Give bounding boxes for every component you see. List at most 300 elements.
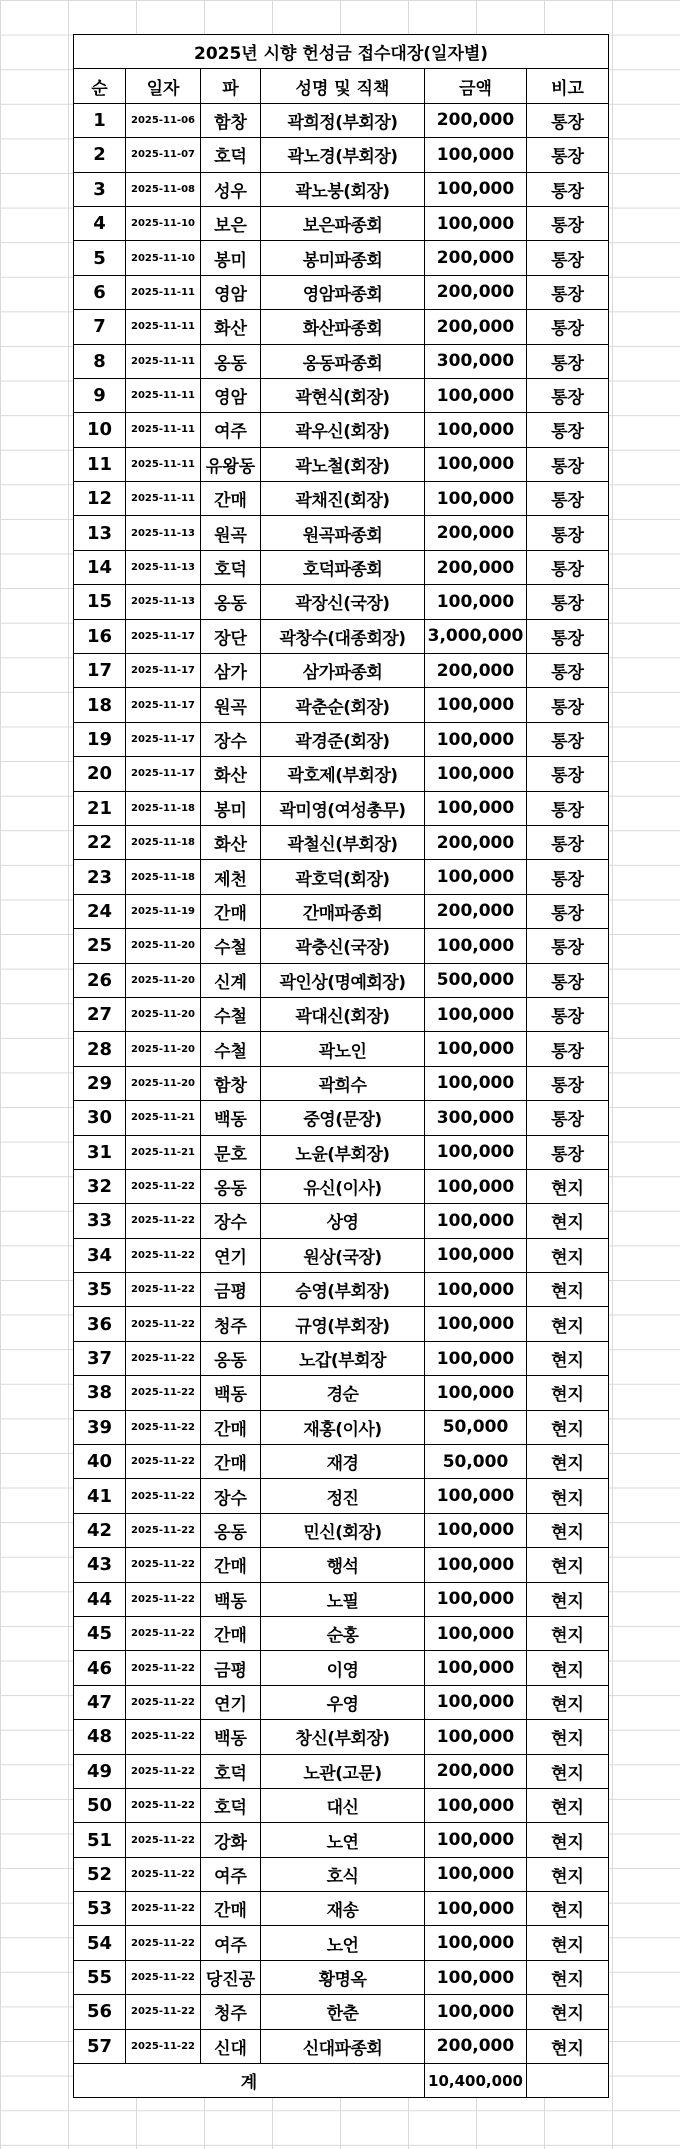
row-note: 통장 bbox=[527, 894, 609, 928]
row-note: 통장 bbox=[527, 275, 609, 309]
table-row bbox=[74, 206, 609, 240]
row-amount: 100,000 bbox=[425, 688, 527, 722]
table-row bbox=[74, 1513, 609, 1547]
table-row bbox=[74, 1995, 609, 2029]
row-name: 봉미파종회 bbox=[261, 241, 425, 275]
row-name: 유신(이사) bbox=[261, 1169, 425, 1203]
row-note: 현지 bbox=[527, 1582, 609, 1616]
row-note: 현지 bbox=[527, 1720, 609, 1754]
table-row bbox=[74, 1169, 609, 1203]
table-row bbox=[74, 757, 609, 791]
row-name: 곽장신(국장) bbox=[261, 585, 425, 619]
row-clan: 수철 bbox=[201, 1032, 261, 1066]
row-date: 2025-11-22 bbox=[126, 1238, 201, 1272]
row-date: 2025-11-11 bbox=[126, 447, 201, 481]
row-clan: 백동 bbox=[201, 1101, 261, 1135]
table-row bbox=[74, 1548, 609, 1582]
row-number: 37 bbox=[74, 1341, 126, 1375]
row-date: 2025-11-22 bbox=[126, 1651, 201, 1685]
row-note: 통장 bbox=[527, 138, 609, 172]
row-date: 2025-11-20 bbox=[126, 1032, 201, 1066]
table-row bbox=[74, 516, 609, 550]
row-name: 창신(부회장) bbox=[261, 1720, 425, 1754]
row-note: 통장 bbox=[527, 482, 609, 516]
table-row bbox=[74, 310, 609, 344]
table-row bbox=[74, 1685, 609, 1719]
table-row bbox=[74, 241, 609, 275]
row-date: 2025-11-10 bbox=[126, 206, 201, 240]
row-clan: 신대 bbox=[201, 2029, 261, 2063]
row-amount: 100,000 bbox=[425, 1032, 527, 1066]
row-amount: 200,000 bbox=[425, 275, 527, 309]
row-name: 간매파종회 bbox=[261, 894, 425, 928]
row-amount: 100,000 bbox=[425, 1685, 527, 1719]
row-number: 8 bbox=[74, 344, 126, 378]
row-note: 통장 bbox=[527, 172, 609, 206]
row-name: 호덕파종회 bbox=[261, 550, 425, 584]
row-clan: 백동 bbox=[201, 1376, 261, 1410]
row-name: 이영 bbox=[261, 1651, 425, 1685]
row-date: 2025-11-11 bbox=[126, 482, 201, 516]
row-clan: 연기 bbox=[201, 1685, 261, 1719]
row-clan: 문호 bbox=[201, 1135, 261, 1169]
row-name: 재경 bbox=[261, 1445, 425, 1479]
row-number: 31 bbox=[74, 1135, 126, 1169]
row-name: 곽희정(부회장) bbox=[261, 103, 425, 137]
row-amount: 100,000 bbox=[425, 378, 527, 412]
row-clan: 신계 bbox=[201, 963, 261, 997]
row-date: 2025-11-18 bbox=[126, 860, 201, 894]
row-number: 52 bbox=[74, 1857, 126, 1891]
row-name: 정진 bbox=[261, 1479, 425, 1513]
row-number: 13 bbox=[74, 516, 126, 550]
row-clan: 간매 bbox=[201, 1410, 261, 1444]
table-row bbox=[74, 688, 609, 722]
row-amount: 500,000 bbox=[425, 963, 527, 997]
row-name: 민신(회장) bbox=[261, 1513, 425, 1547]
row-number: 47 bbox=[74, 1685, 126, 1719]
row-note: 현지 bbox=[527, 1651, 609, 1685]
row-clan: 금평 bbox=[201, 1651, 261, 1685]
row-note: 통장 bbox=[527, 688, 609, 722]
row-name: 호식 bbox=[261, 1857, 425, 1891]
row-number: 48 bbox=[74, 1720, 126, 1754]
row-note: 현지 bbox=[527, 1479, 609, 1513]
row-date: 2025-11-17 bbox=[126, 654, 201, 688]
row-number: 15 bbox=[74, 585, 126, 619]
table-row bbox=[74, 1307, 609, 1341]
row-amount: 100,000 bbox=[425, 1204, 527, 1238]
row-note: 통장 bbox=[527, 722, 609, 756]
row-date: 2025-11-13 bbox=[126, 585, 201, 619]
row-date: 2025-11-22 bbox=[126, 1513, 201, 1547]
row-date: 2025-11-20 bbox=[126, 997, 201, 1031]
table-row bbox=[74, 1479, 609, 1513]
header-no: 순 bbox=[74, 69, 126, 103]
row-date: 2025-11-22 bbox=[126, 1960, 201, 1994]
row-clan: 장수 bbox=[201, 1204, 261, 1238]
row-name: 보은파종회 bbox=[261, 206, 425, 240]
table-row bbox=[74, 1410, 609, 1444]
row-clan: 장수 bbox=[201, 1479, 261, 1513]
row-name: 대신 bbox=[261, 1788, 425, 1822]
row-amount: 100,000 bbox=[425, 1651, 527, 1685]
row-clan: 간매 bbox=[201, 1892, 261, 1926]
row-number: 32 bbox=[74, 1169, 126, 1203]
row-clan: 간매 bbox=[201, 1616, 261, 1650]
row-clan: 백동 bbox=[201, 1720, 261, 1754]
row-note: 통장 bbox=[527, 1101, 609, 1135]
row-amount: 200,000 bbox=[425, 825, 527, 859]
row-amount: 100,000 bbox=[425, 1479, 527, 1513]
table-row bbox=[74, 1582, 609, 1616]
row-note: 현지 bbox=[527, 1169, 609, 1203]
row-amount: 200,000 bbox=[425, 103, 527, 137]
row-name: 곽충신(국장) bbox=[261, 929, 425, 963]
row-amount: 100,000 bbox=[425, 1582, 527, 1616]
row-amount: 100,000 bbox=[425, 1823, 527, 1857]
row-clan: 영암 bbox=[201, 275, 261, 309]
row-number: 33 bbox=[74, 1204, 126, 1238]
row-clan: 원곡 bbox=[201, 688, 261, 722]
table-row bbox=[74, 860, 609, 894]
row-amount: 100,000 bbox=[425, 1341, 527, 1375]
row-amount: 100,000 bbox=[425, 722, 527, 756]
row-amount: 100,000 bbox=[425, 860, 527, 894]
row-number: 51 bbox=[74, 1823, 126, 1857]
row-date: 2025-11-22 bbox=[126, 1582, 201, 1616]
row-amount: 200,000 bbox=[425, 516, 527, 550]
row-note: 현지 bbox=[527, 1204, 609, 1238]
title-row bbox=[74, 35, 609, 69]
row-name: 곽대신(회장) bbox=[261, 997, 425, 1031]
row-clan: 유왕동 bbox=[201, 447, 261, 481]
row-number: 40 bbox=[74, 1445, 126, 1479]
row-clan: 청주 bbox=[201, 1307, 261, 1341]
row-name: 곽우신(회장) bbox=[261, 413, 425, 447]
row-number: 4 bbox=[74, 206, 126, 240]
row-name: 삼가파종회 bbox=[261, 654, 425, 688]
row-note: 통장 bbox=[527, 344, 609, 378]
row-name: 곽현식(회장) bbox=[261, 378, 425, 412]
row-note: 통장 bbox=[527, 619, 609, 653]
row-number: 28 bbox=[74, 1032, 126, 1066]
row-clan: 청주 bbox=[201, 1995, 261, 2029]
row-clan: 여주 bbox=[201, 413, 261, 447]
row-note: 현지 bbox=[527, 1995, 609, 2029]
row-date: 2025-11-22 bbox=[126, 1341, 201, 1375]
row-note: 통장 bbox=[527, 378, 609, 412]
table-row bbox=[74, 1857, 609, 1891]
header-clan: 파 bbox=[201, 69, 261, 103]
row-note: 통장 bbox=[527, 585, 609, 619]
table-row bbox=[74, 722, 609, 756]
row-number: 6 bbox=[74, 275, 126, 309]
row-amount: 100,000 bbox=[425, 1273, 527, 1307]
row-date: 2025-11-11 bbox=[126, 378, 201, 412]
row-number: 9 bbox=[74, 378, 126, 412]
row-clan: 옹동 bbox=[201, 585, 261, 619]
row-note: 현지 bbox=[527, 2029, 609, 2063]
row-number: 23 bbox=[74, 860, 126, 894]
row-number: 38 bbox=[74, 1376, 126, 1410]
row-date: 2025-11-22 bbox=[126, 1410, 201, 1444]
row-date: 2025-11-22 bbox=[126, 1892, 201, 1926]
row-number: 1 bbox=[74, 103, 126, 137]
row-name: 곽희수 bbox=[261, 1066, 425, 1100]
row-name: 노연 bbox=[261, 1823, 425, 1857]
row-date: 2025-11-22 bbox=[126, 1857, 201, 1891]
row-clan: 원곡 bbox=[201, 516, 261, 550]
table-row bbox=[74, 1926, 609, 1960]
row-date: 2025-11-21 bbox=[126, 1101, 201, 1135]
table-row bbox=[74, 825, 609, 859]
row-clan: 화산 bbox=[201, 757, 261, 791]
row-clan: 여주 bbox=[201, 1926, 261, 1960]
row-name: 노윤(부회장) bbox=[261, 1135, 425, 1169]
table-row bbox=[74, 1066, 609, 1100]
row-number: 20 bbox=[74, 757, 126, 791]
row-amount: 100,000 bbox=[425, 206, 527, 240]
row-note: 통장 bbox=[527, 516, 609, 550]
row-number: 57 bbox=[74, 2029, 126, 2063]
table-row bbox=[74, 619, 609, 653]
row-clan: 호덕 bbox=[201, 550, 261, 584]
table-row bbox=[74, 1892, 609, 1926]
table-row bbox=[74, 654, 609, 688]
row-clan: 옹동 bbox=[201, 1341, 261, 1375]
row-note: 현지 bbox=[527, 1376, 609, 1410]
row-date: 2025-11-18 bbox=[126, 791, 201, 825]
row-note: 통장 bbox=[527, 654, 609, 688]
table-row bbox=[74, 1341, 609, 1375]
row-date: 2025-11-22 bbox=[126, 1376, 201, 1410]
table-row bbox=[74, 172, 609, 206]
row-amount: 200,000 bbox=[425, 2029, 527, 2063]
total-row bbox=[74, 2064, 609, 2098]
row-clan: 삼가 bbox=[201, 654, 261, 688]
row-amount: 100,000 bbox=[425, 413, 527, 447]
row-date: 2025-11-22 bbox=[126, 1445, 201, 1479]
row-note: 통장 bbox=[527, 791, 609, 825]
row-name: 노언 bbox=[261, 1926, 425, 1960]
row-name: 곽노경(부회장) bbox=[261, 138, 425, 172]
row-date: 2025-11-13 bbox=[126, 516, 201, 550]
row-amount: 100,000 bbox=[425, 172, 527, 206]
row-note: 통장 bbox=[527, 1066, 609, 1100]
row-name: 재홍(이사) bbox=[261, 1410, 425, 1444]
row-clan: 옹동 bbox=[201, 344, 261, 378]
row-amount: 100,000 bbox=[425, 791, 527, 825]
row-date: 2025-11-11 bbox=[126, 275, 201, 309]
table-row bbox=[74, 550, 609, 584]
row-name: 순홍 bbox=[261, 1616, 425, 1650]
row-note: 통장 bbox=[527, 825, 609, 859]
row-name: 곽노붕(회장) bbox=[261, 172, 425, 206]
row-number: 12 bbox=[74, 482, 126, 516]
row-name: 곽채진(회장) bbox=[261, 482, 425, 516]
row-clan: 간매 bbox=[201, 482, 261, 516]
header-amount: 금액 bbox=[425, 69, 527, 103]
row-amount: 100,000 bbox=[425, 138, 527, 172]
row-amount: 100,000 bbox=[425, 1169, 527, 1203]
row-name: 경순 bbox=[261, 1376, 425, 1410]
row-name: 곽창수(대종회장) bbox=[261, 619, 425, 653]
row-name: 중영(문장) bbox=[261, 1101, 425, 1135]
row-date: 2025-11-22 bbox=[126, 1926, 201, 1960]
row-clan: 장단 bbox=[201, 619, 261, 653]
header-note: 비고 bbox=[527, 69, 609, 103]
row-date: 2025-11-22 bbox=[126, 1273, 201, 1307]
table-row bbox=[74, 1823, 609, 1857]
row-amount: 200,000 bbox=[425, 241, 527, 275]
row-amount: 100,000 bbox=[425, 1616, 527, 1650]
row-number: 45 bbox=[74, 1616, 126, 1650]
row-note: 통장 bbox=[527, 413, 609, 447]
row-clan: 함창 bbox=[201, 1066, 261, 1100]
row-note: 통장 bbox=[527, 310, 609, 344]
row-amount: 100,000 bbox=[425, 997, 527, 1031]
row-note: 현지 bbox=[527, 1892, 609, 1926]
ledger-title: 2025년 시향 헌성금 접수대장(일자별) bbox=[74, 35, 609, 69]
row-note: 현지 bbox=[527, 1238, 609, 1272]
table-row bbox=[74, 103, 609, 137]
row-amount: 100,000 bbox=[425, 1892, 527, 1926]
row-number: 42 bbox=[74, 1513, 126, 1547]
row-note: 통장 bbox=[527, 241, 609, 275]
table-row bbox=[74, 585, 609, 619]
row-clan: 간매 bbox=[201, 1445, 261, 1479]
row-date: 2025-11-22 bbox=[126, 1479, 201, 1513]
row-name: 재송 bbox=[261, 1892, 425, 1926]
row-clan: 금평 bbox=[201, 1273, 261, 1307]
row-amount: 100,000 bbox=[425, 1513, 527, 1547]
row-date: 2025-11-22 bbox=[126, 1307, 201, 1341]
row-date: 2025-11-22 bbox=[126, 1823, 201, 1857]
row-amount: 100,000 bbox=[425, 1788, 527, 1822]
row-clan: 수철 bbox=[201, 929, 261, 963]
row-note: 통장 bbox=[527, 1135, 609, 1169]
row-date: 2025-11-20 bbox=[126, 929, 201, 963]
row-amount: 100,000 bbox=[425, 929, 527, 963]
row-name: 규영(부회장) bbox=[261, 1307, 425, 1341]
row-date: 2025-11-17 bbox=[126, 688, 201, 722]
row-amount: 100,000 bbox=[425, 1066, 527, 1100]
row-amount: 100,000 bbox=[425, 757, 527, 791]
row-amount: 100,000 bbox=[425, 1548, 527, 1582]
row-number: 46 bbox=[74, 1651, 126, 1685]
row-note: 현지 bbox=[527, 1410, 609, 1444]
row-clan: 간매 bbox=[201, 1548, 261, 1582]
table-row bbox=[74, 1720, 609, 1754]
row-note: 현지 bbox=[527, 1823, 609, 1857]
row-date: 2025-11-22 bbox=[126, 2029, 201, 2063]
table-row bbox=[74, 2029, 609, 2063]
row-note: 현지 bbox=[527, 1513, 609, 1547]
row-name: 황명옥 bbox=[261, 1960, 425, 1994]
row-date: 2025-11-07 bbox=[126, 138, 201, 172]
row-note: 통장 bbox=[527, 447, 609, 481]
row-number: 5 bbox=[74, 241, 126, 275]
row-date: 2025-11-13 bbox=[126, 550, 201, 584]
row-date: 2025-11-20 bbox=[126, 1066, 201, 1100]
table-row bbox=[74, 138, 609, 172]
row-amount: 300,000 bbox=[425, 344, 527, 378]
table-row bbox=[74, 1032, 609, 1066]
row-number: 55 bbox=[74, 1960, 126, 1994]
table-row bbox=[74, 275, 609, 309]
row-note: 현지 bbox=[527, 1754, 609, 1788]
row-note: 현지 bbox=[527, 1960, 609, 1994]
row-name: 곽철신(부회장) bbox=[261, 825, 425, 859]
table-row bbox=[74, 378, 609, 412]
row-clan: 간매 bbox=[201, 894, 261, 928]
row-number: 21 bbox=[74, 791, 126, 825]
row-amount: 50,000 bbox=[425, 1410, 527, 1444]
row-name: 원상(국장) bbox=[261, 1238, 425, 1272]
row-name: 곽경준(회장) bbox=[261, 722, 425, 756]
row-number: 53 bbox=[74, 1892, 126, 1926]
row-date: 2025-11-20 bbox=[126, 963, 201, 997]
row-amount: 100,000 bbox=[425, 447, 527, 481]
table-row bbox=[74, 1754, 609, 1788]
row-number: 43 bbox=[74, 1548, 126, 1582]
row-note: 현지 bbox=[527, 1616, 609, 1650]
row-number: 36 bbox=[74, 1307, 126, 1341]
row-name: 한춘 bbox=[261, 1995, 425, 2029]
row-date: 2025-11-17 bbox=[126, 757, 201, 791]
row-note: 현지 bbox=[527, 1788, 609, 1822]
row-amount: 200,000 bbox=[425, 894, 527, 928]
row-clan: 장수 bbox=[201, 722, 261, 756]
row-note: 통장 bbox=[527, 1032, 609, 1066]
row-name: 곽호덕(회장) bbox=[261, 860, 425, 894]
row-amount: 100,000 bbox=[425, 482, 527, 516]
table-row bbox=[74, 1135, 609, 1169]
row-clan: 호덕 bbox=[201, 138, 261, 172]
row-amount: 100,000 bbox=[425, 1720, 527, 1754]
row-amount: 300,000 bbox=[425, 1101, 527, 1135]
row-date: 2025-11-06 bbox=[126, 103, 201, 137]
row-name: 노관(고문) bbox=[261, 1754, 425, 1788]
total-note bbox=[527, 2064, 609, 2098]
row-date: 2025-11-22 bbox=[126, 1169, 201, 1203]
row-number: 54 bbox=[74, 1926, 126, 1960]
row-number: 25 bbox=[74, 929, 126, 963]
row-name: 행석 bbox=[261, 1548, 425, 1582]
row-date: 2025-11-18 bbox=[126, 825, 201, 859]
row-name: 곽미영(여성총무) bbox=[261, 791, 425, 825]
row-date: 2025-11-22 bbox=[126, 1204, 201, 1238]
row-note: 통장 bbox=[527, 929, 609, 963]
row-note: 현지 bbox=[527, 1685, 609, 1719]
row-clan: 수철 bbox=[201, 997, 261, 1031]
row-clan: 연기 bbox=[201, 1238, 261, 1272]
row-number: 3 bbox=[74, 172, 126, 206]
row-note: 현지 bbox=[527, 1273, 609, 1307]
row-amount: 50,000 bbox=[425, 1445, 527, 1479]
ledger-sheet bbox=[73, 34, 608, 2098]
row-name: 원곡파종회 bbox=[261, 516, 425, 550]
row-note: 현지 bbox=[527, 1307, 609, 1341]
row-date: 2025-11-11 bbox=[126, 310, 201, 344]
row-clan: 보은 bbox=[201, 206, 261, 240]
row-number: 41 bbox=[74, 1479, 126, 1513]
table-row bbox=[74, 894, 609, 928]
row-clan: 봉미 bbox=[201, 241, 261, 275]
row-number: 30 bbox=[74, 1101, 126, 1135]
row-note: 현지 bbox=[527, 1445, 609, 1479]
